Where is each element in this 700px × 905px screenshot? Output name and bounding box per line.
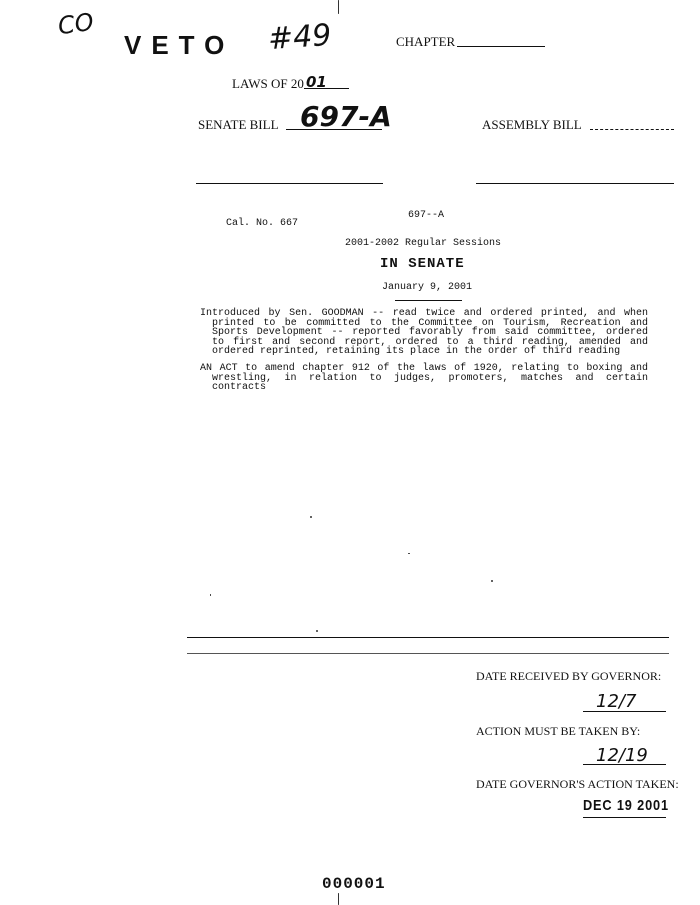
chamber-heading: IN SENATE bbox=[380, 256, 465, 272]
handwritten-corner-mark: CO bbox=[56, 7, 96, 41]
introduction-paragraph bbox=[200, 309, 648, 357]
intro-line: ordered reprinted, retaining its place in the order of third reading bbox=[212, 346, 621, 357]
action-deadline-label: ACTION MUST BE TAKEN BY: bbox=[476, 724, 641, 738]
calendar-number: Cal. No. 667 bbox=[226, 218, 299, 229]
laws-of-label: LAWS OF 20 bbox=[232, 76, 304, 91]
senate-bill-number: 697-A bbox=[300, 100, 392, 133]
senate-bill-label: SENATE BILL bbox=[198, 117, 279, 132]
veto-title: VETO bbox=[124, 30, 235, 60]
act-line: wrestling, in relation to judges, promoters, matches and certain bbox=[212, 372, 648, 384]
action-taken-line bbox=[583, 817, 666, 818]
blank-line-left bbox=[196, 183, 383, 184]
bill-print-number: 697--A bbox=[408, 210, 445, 221]
laws-year-line bbox=[304, 88, 349, 89]
action-deadline-value: 12/19 bbox=[596, 745, 648, 766]
intro-line: Sports Development -- reported favorably from said committee, ordered bbox=[212, 327, 648, 338]
date-received-line bbox=[583, 711, 666, 712]
intro-line: Introduced by Sen. GOODMAN -- read twice and ordered printed, and when bbox=[200, 308, 648, 319]
chapter-label: CHAPTER bbox=[396, 34, 456, 49]
scan-speck bbox=[316, 630, 318, 632]
session-line: 2001-2002 Regular Sessions bbox=[345, 238, 502, 249]
scan-speck bbox=[408, 553, 410, 554]
action-taken-label: DATE GOVERNOR'S ACTION TAKEN: bbox=[476, 777, 679, 791]
scan-speck bbox=[310, 516, 312, 518]
date-received-label: DATE RECEIVED BY GOVERNOR: bbox=[476, 669, 662, 683]
bottom-rule-secondary bbox=[187, 653, 669, 654]
assembly-bill-line bbox=[590, 129, 674, 130]
scan-speck bbox=[338, 0, 339, 14]
act-line: AN ACT to amend chapter 912 of the laws of 1920, relating to boxing and bbox=[200, 363, 648, 374]
scan-speck bbox=[210, 594, 211, 596]
laws-year: 01 bbox=[306, 73, 327, 91]
action-deadline-line bbox=[583, 764, 666, 765]
intro-line: printed to be committed to the Committee on Tourism, Recreation and bbox=[212, 317, 648, 329]
chapter-blank-line bbox=[457, 46, 545, 47]
bottom-rule bbox=[187, 637, 669, 638]
blank-line-right bbox=[476, 183, 674, 184]
act-line: contracts bbox=[212, 382, 267, 393]
assembly-bill-label: ASSEMBLY BILL bbox=[482, 117, 582, 132]
act-title-paragraph bbox=[200, 364, 648, 393]
action-taken-date-stamp: DEC 19 2001 bbox=[583, 797, 669, 814]
scan-speck bbox=[491, 580, 493, 582]
date-received-value: 12/7 bbox=[596, 691, 637, 712]
scan-speck bbox=[338, 893, 339, 905]
page-number: 000001 bbox=[322, 875, 386, 893]
veto-number: #49 bbox=[266, 17, 333, 58]
introduction-date: January 9, 2001 bbox=[382, 282, 473, 293]
date-rule bbox=[395, 300, 462, 301]
intro-line: to first and second report, ordered to a third reading, amended and bbox=[212, 336, 648, 348]
senate-bill-line bbox=[286, 129, 382, 130]
